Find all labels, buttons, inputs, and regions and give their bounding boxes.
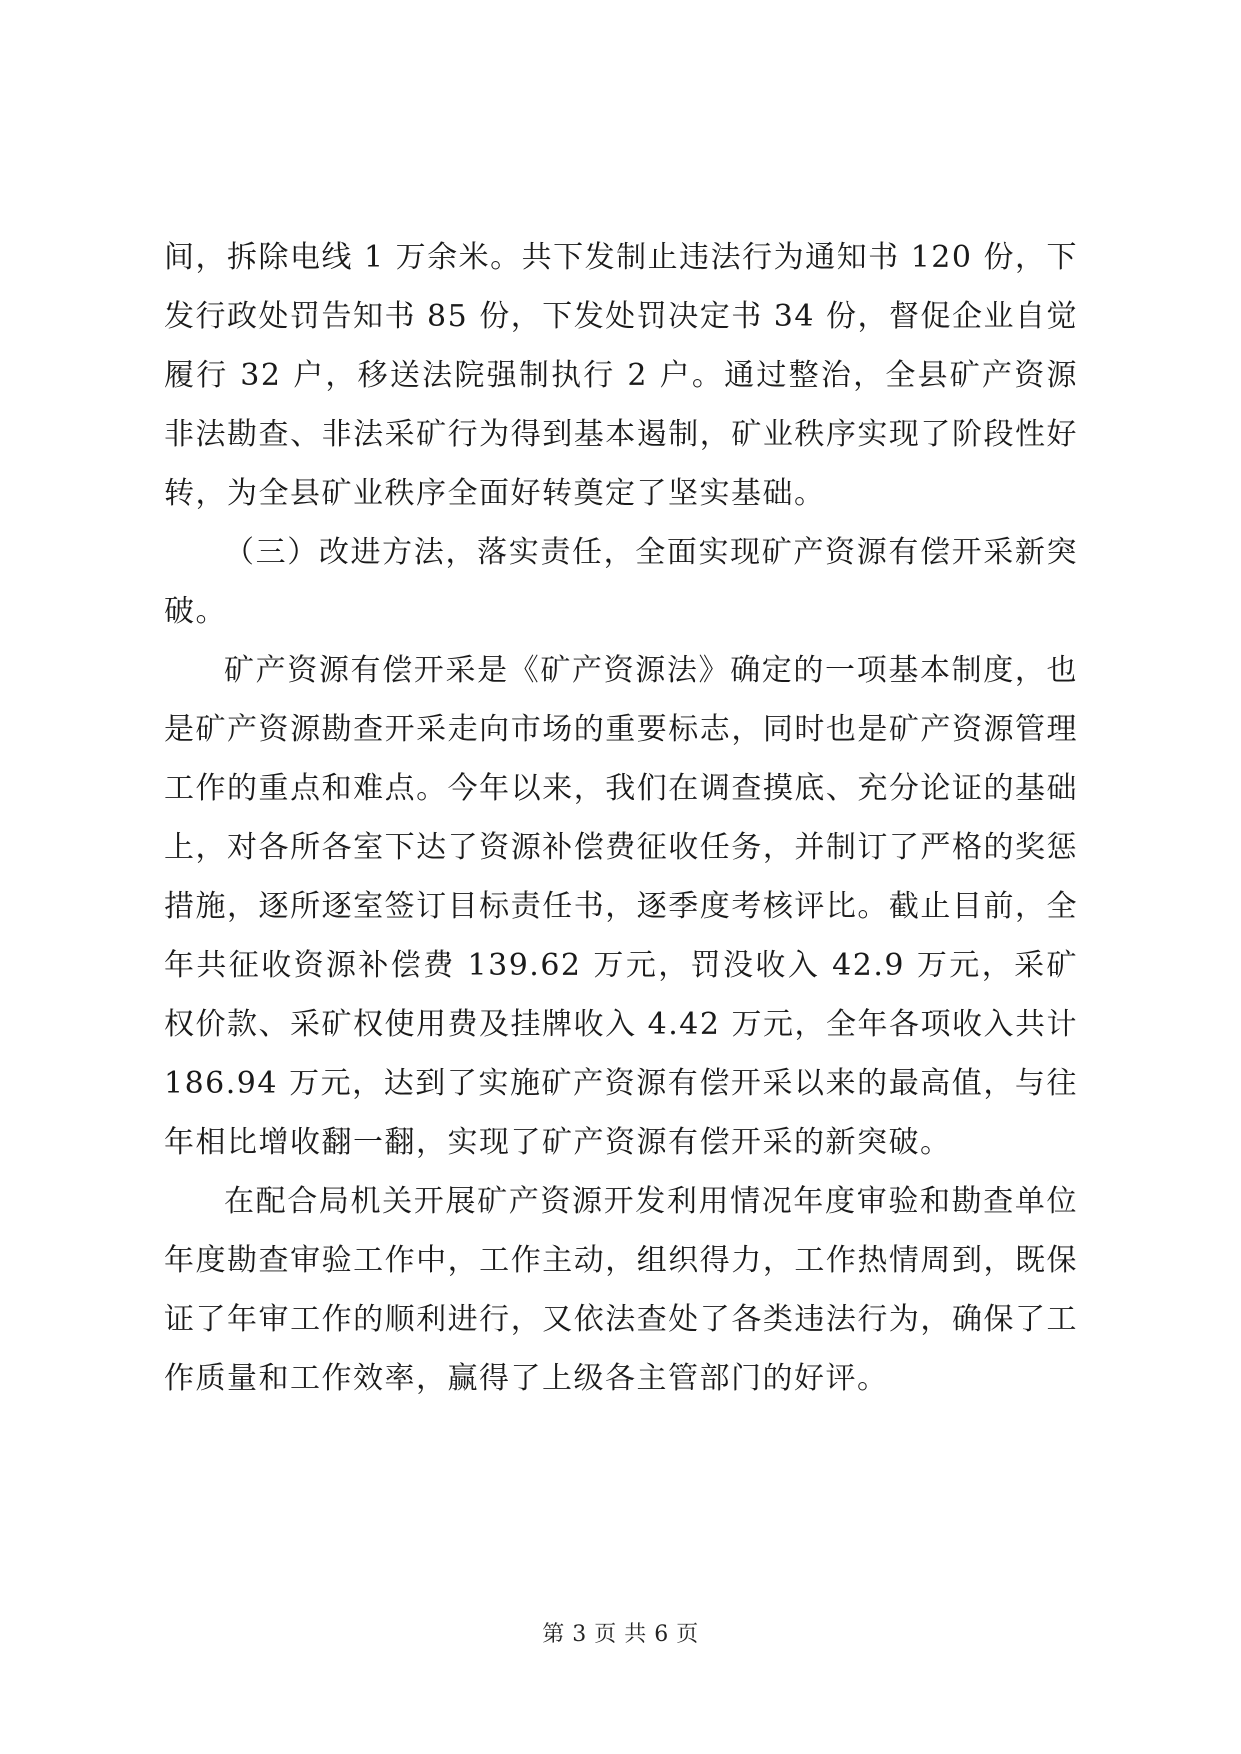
paragraph-continued: 间，拆除电线 1 万余米。共下发制止违法行为通知书 120 份，下发行政处罚告知书 85 份，下发处罚决定书 34 份，督促企业自觉履行 32 户，移送法院强制执行 2 户。通过整治，全县矿产资源非法勘查、非法采矿行为得到基本遏制，矿业秩序实现了阶段性好转，为全县矿业秩序全面好转奠定了坚实基础。	[164, 240, 1078, 511]
paragraph-compensation: 矿产资源有偿开采是《矿产资源法》确定的一项基本制度，也是矿产资源勘查开采走向市场的重要标志，同时也是矿产资源管理工作的重点和难点。今年以来，我们在调查摸底、充分论证的基础上，对各所各室下达了资源补偿费征收任务，并制订了严格的奖惩措施，逐所逐室签订目标责任书，逐季度考核评比。截止目前，全年共征收资源补偿费 139.62 万元，罚没收入 42.9 万元，采矿权价款、采矿权使用费及挂牌收入 4.42 万元，全年各项收入共计 186.94 万元，达到了实施矿产资源有偿开采以来的最高值，与往年相比增收翻一翻，实现了矿产资源有偿开采的新突破。	[164, 653, 1078, 1160]
paragraph-annual-review: 在配合局机关开展矿产资源开发利用情况年度审验和勘查单位年度勘查审验工作中，工作主动，组织得力，工作热情周到，既保证了年审工作的顺利进行，又依法查处了各类违法行为，确保了工作质量和工作效率，赢得了上级各主管部门的好评。	[164, 1184, 1078, 1396]
document-body	[164, 228, 1078, 1408]
page-number-footer: 第 3 页 共 6 页	[542, 1622, 699, 1647]
section-heading-3: （三）改进方法，落实责任，全面实现矿产资源有偿开采新突破。	[164, 535, 1078, 629]
